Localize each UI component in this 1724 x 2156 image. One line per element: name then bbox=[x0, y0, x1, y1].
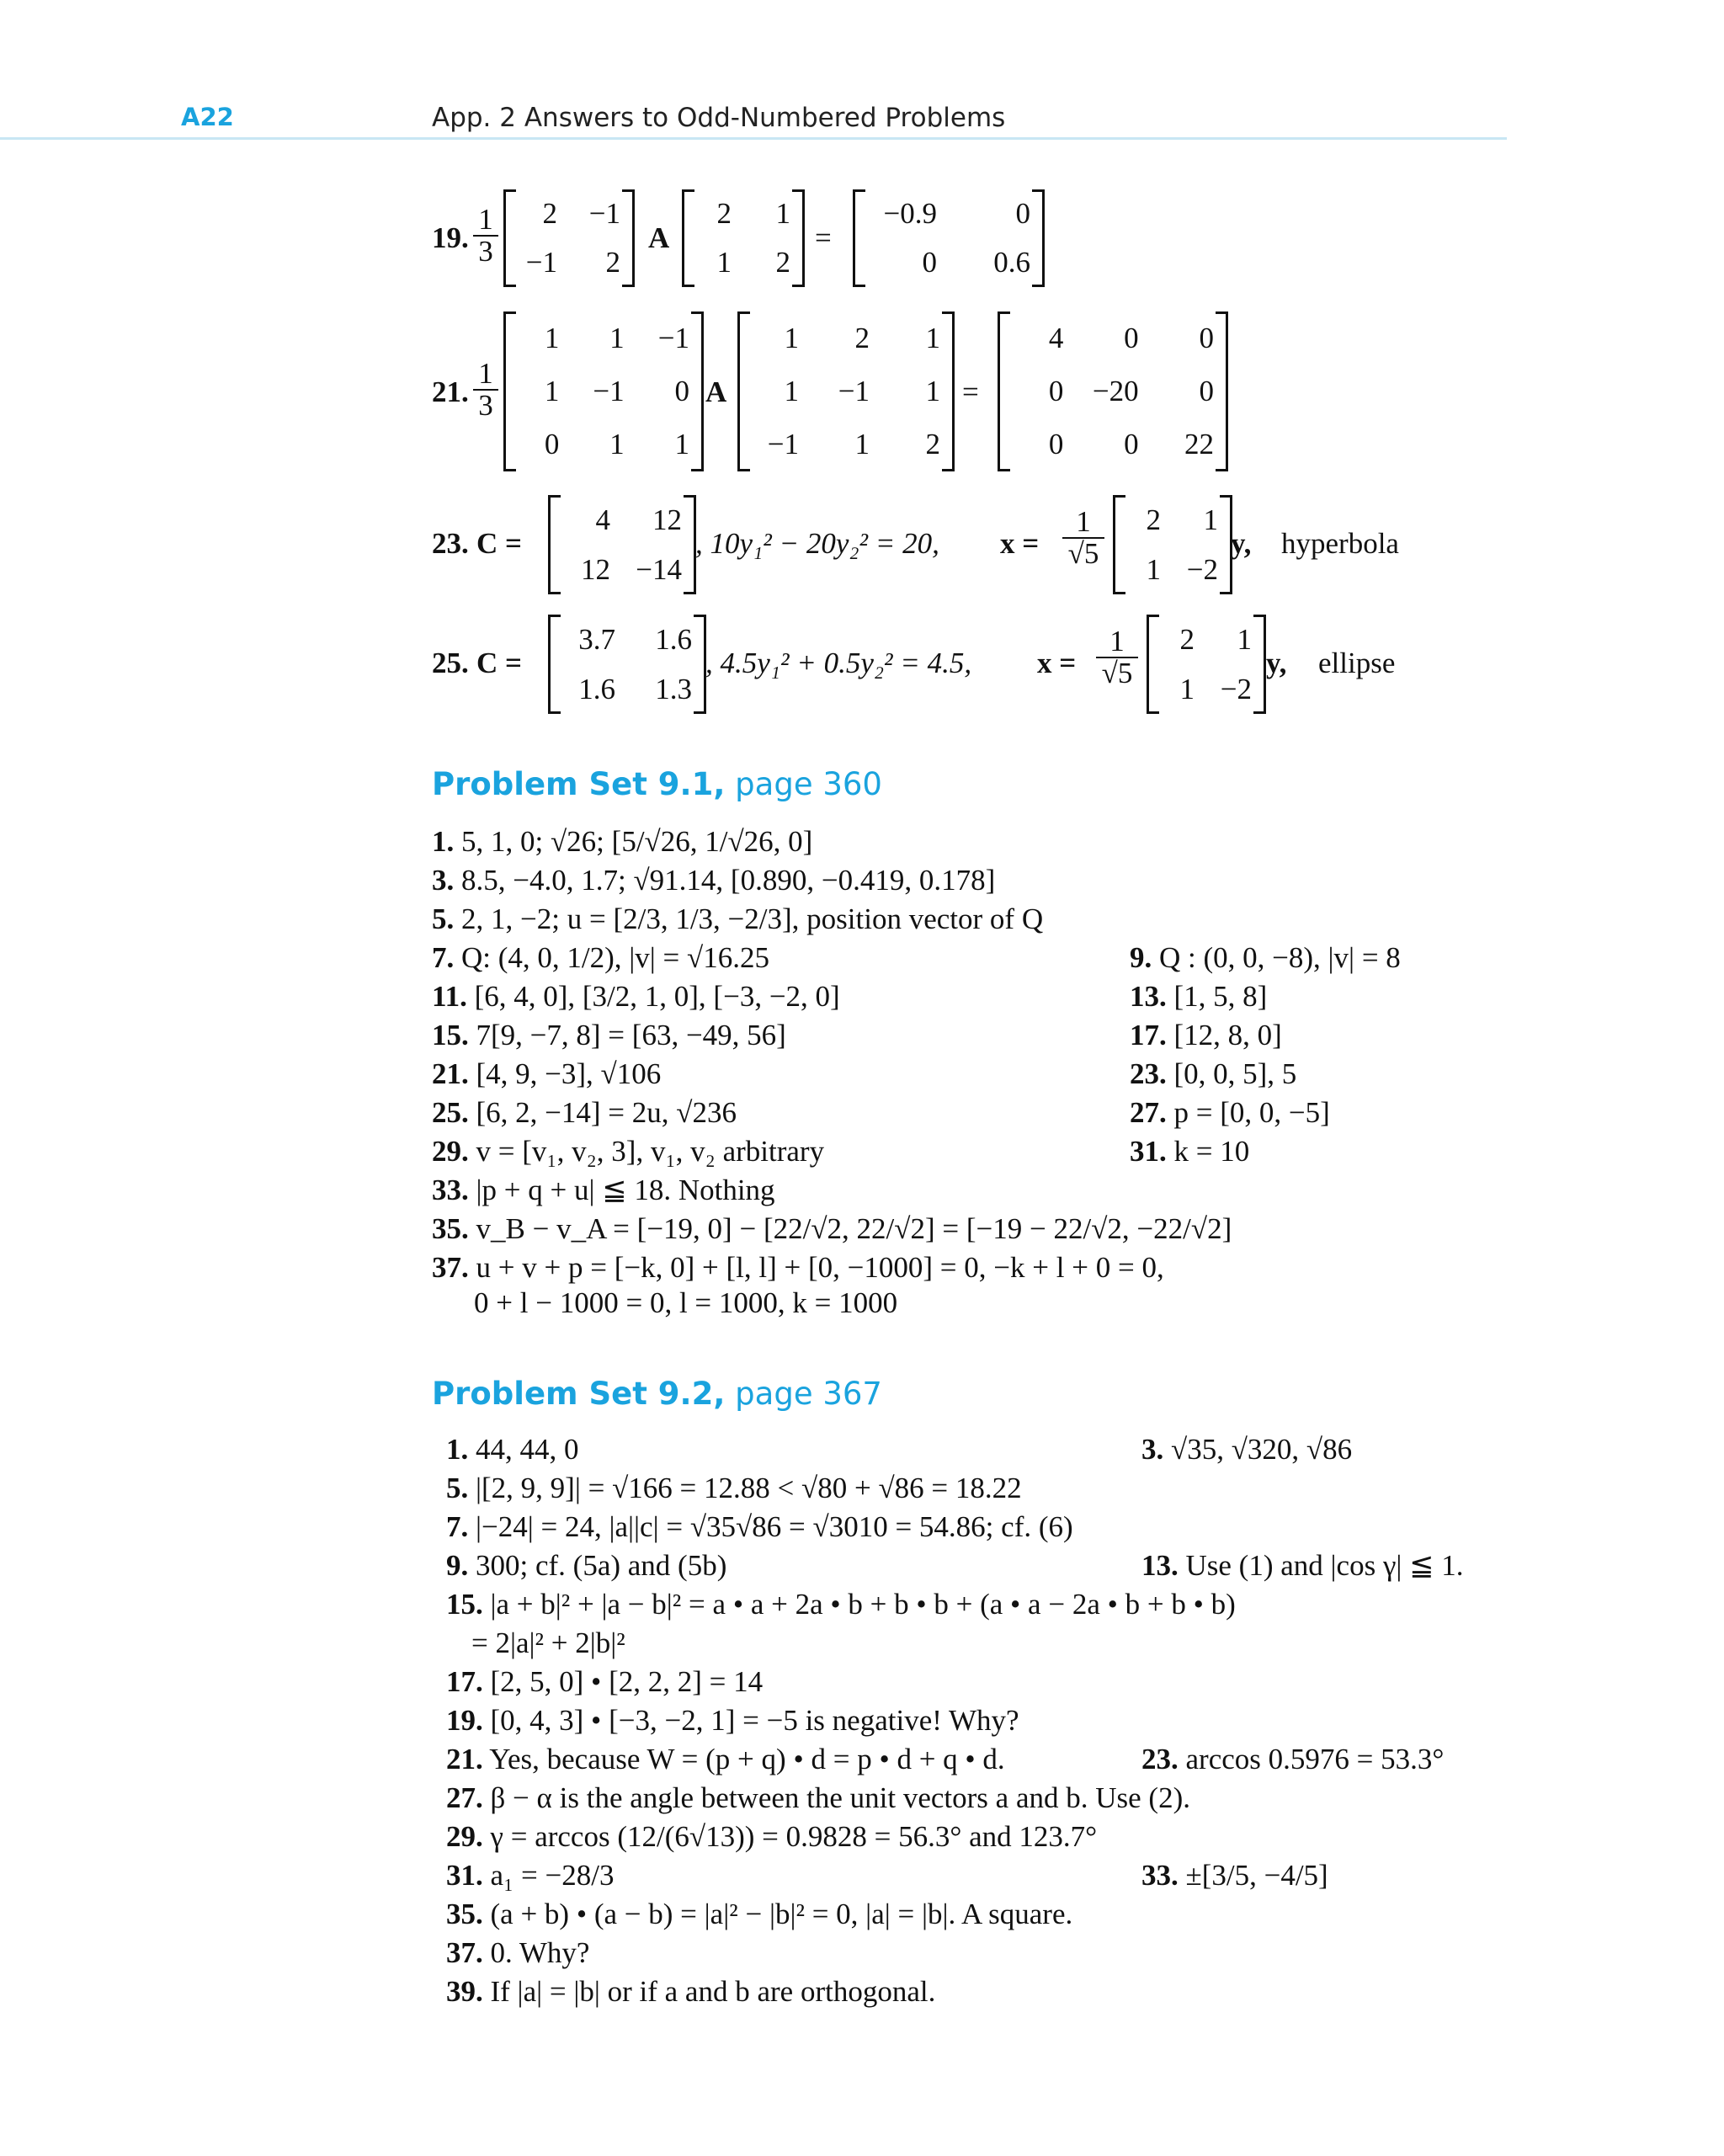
answer-number: 13. bbox=[1130, 980, 1167, 1013]
answer-number: 7. bbox=[446, 1510, 469, 1543]
answer-text: 44, 44, 0 bbox=[468, 1433, 579, 1466]
equals-sign: = bbox=[962, 375, 979, 408]
answer-text: 5, 1, 0; √26; [5/√26, 1/√26, 0] bbox=[454, 825, 813, 858]
answer-line bbox=[1141, 1741, 1444, 1778]
answer-label: 21. bbox=[432, 375, 469, 408]
answer-text: Q: (4, 0, 1/2), |v| = √16.25 bbox=[454, 941, 769, 974]
answer-text: [2, 5, 0] • [2, 2, 2] = 14 bbox=[482, 1665, 764, 1698]
quadratic-form: , 10y₁² − 20y₂² = 20, bbox=[695, 527, 939, 560]
answer-number: 27. bbox=[446, 1781, 483, 1814]
answer-number: 23. bbox=[1130, 1057, 1167, 1090]
answer-text: p = [0, 0, −5] bbox=[1166, 1096, 1330, 1129]
answer-line bbox=[1130, 1094, 1330, 1131]
coefficient-fraction: 1 √5 bbox=[1096, 626, 1138, 689]
answer-number: 9. bbox=[446, 1549, 469, 1582]
answer-number: 33. bbox=[432, 1174, 469, 1206]
matrix: 2 −1 −1 2 bbox=[503, 189, 635, 287]
matrix: 1 1 −1 1 −1 0 0 1 1 bbox=[503, 311, 704, 471]
equals-sign: = bbox=[815, 221, 832, 254]
answer-line bbox=[446, 1586, 1236, 1623]
answer-line bbox=[432, 1056, 661, 1093]
matrix: 2 1 1 −2 bbox=[1113, 495, 1232, 594]
answer-number: 27. bbox=[1130, 1096, 1167, 1129]
section-title-ps92: Problem Set 9.2, page 367 bbox=[432, 1376, 882, 1412]
answer-line bbox=[446, 1741, 1005, 1778]
answer-line bbox=[1130, 1133, 1249, 1170]
answer-number: 29. bbox=[432, 1135, 469, 1168]
answer-number: 3. bbox=[1141, 1433, 1164, 1466]
answer-line bbox=[446, 1973, 935, 2010]
answer-21 bbox=[0, 311, 1724, 471]
answer-number: 1. bbox=[446, 1433, 469, 1466]
matrix-symbol: A bbox=[648, 221, 670, 254]
answer-line bbox=[1141, 1547, 1464, 1584]
answer-text: [6, 4, 0], [3/2, 1, 0], [−3, −2, 0] bbox=[466, 980, 840, 1013]
running-head: App. 2 Answers to Odd-Numbered Problems bbox=[432, 103, 1006, 133]
answer-line bbox=[446, 1509, 1073, 1546]
answer-number: 5. bbox=[446, 1472, 469, 1504]
answer-line bbox=[1130, 1017, 1282, 1054]
answer-line bbox=[446, 1896, 1072, 1933]
answer-text: γ = arccos (12/(6√13)) = 0.9828 = 56.3° and 123.7° bbox=[482, 1820, 1098, 1853]
answer-text: a₁ = −28/3 bbox=[482, 1859, 615, 1892]
answer-number: 5. bbox=[432, 902, 455, 935]
answer-number: 19. bbox=[446, 1704, 483, 1737]
conic-type: hyperbola bbox=[1281, 527, 1399, 560]
answer-line bbox=[446, 1857, 614, 1894]
answer-line bbox=[432, 1133, 824, 1170]
answer-text: [0, 4, 3] • [−3, −2, 1] = −5 is negative! Why? bbox=[482, 1704, 1019, 1737]
answer-text: v_B − v_A = [−19, 0] − [22/√2, 22/√2] = [−19 − 22/√2, −22/√2] bbox=[468, 1212, 1232, 1245]
answer-number: 23. bbox=[1141, 1743, 1179, 1775]
answer-line bbox=[432, 1094, 737, 1131]
answer-number: 17. bbox=[446, 1665, 483, 1698]
answer-line bbox=[474, 1285, 897, 1322]
answer-number: 35. bbox=[446, 1898, 483, 1930]
answer-number: 13. bbox=[1141, 1549, 1179, 1582]
matrix: 1 2 1 1 −1 1 −1 1 2 bbox=[737, 311, 955, 471]
answer-text: u + v + p = [−k, 0] + [l, l] + [0, −1000] = 0, −k + l + 0 = 0, bbox=[468, 1251, 1164, 1284]
answer-text: 0 + l − 1000 = 0, l = 1000, k = 1000 bbox=[474, 1286, 898, 1319]
answer-number: 15. bbox=[432, 1019, 469, 1051]
answer-number: 31. bbox=[1130, 1135, 1167, 1168]
answer-text: 0. Why? bbox=[482, 1936, 590, 1969]
answer-line bbox=[446, 1664, 763, 1701]
answer-text: arccos 0.5976 = 53.3° bbox=[1178, 1743, 1445, 1775]
answer-line bbox=[432, 823, 812, 860]
answer-number: 35. bbox=[432, 1212, 469, 1245]
answer-number: 3. bbox=[432, 864, 455, 897]
quadratic-form: , 4.5y₁² + 0.5y₂² = 4.5, bbox=[705, 647, 972, 679]
transform-variable: x = bbox=[1000, 527, 1040, 560]
answer-text: 300; cf. (5a) and (5b) bbox=[468, 1549, 727, 1582]
answer-number: 33. bbox=[1141, 1859, 1179, 1892]
answer-text: |−24| = 24, |a||c| = √35√86 = √3010 = 54.86; cf. (6) bbox=[468, 1510, 1073, 1543]
answer-text: Q : (0, 0, −8), |v| = 8 bbox=[1152, 941, 1401, 974]
answer-line bbox=[1130, 978, 1267, 1015]
answer-text: [0, 0, 5], 5 bbox=[1166, 1057, 1297, 1090]
answer-number: 7. bbox=[432, 941, 455, 974]
matrix: 2 1 1 2 bbox=[682, 189, 805, 287]
answer-label: 23. bbox=[432, 527, 469, 560]
answer-line bbox=[432, 940, 769, 977]
answer-text: = 2|a|² + 2|b|² bbox=[471, 1626, 625, 1659]
answer-line bbox=[1130, 1056, 1296, 1093]
matrix: 4 12 12 −14 bbox=[548, 495, 696, 594]
answer-number: 37. bbox=[432, 1251, 469, 1284]
answer-line bbox=[1141, 1431, 1352, 1468]
conic-type: ellipse bbox=[1318, 647, 1396, 679]
answer-number: 17. bbox=[1130, 1019, 1167, 1051]
answer-text: [6, 2, −14] = 2u, √236 bbox=[468, 1096, 737, 1129]
matrix-variable: C = bbox=[476, 647, 522, 679]
coefficient-fraction: 1 3 bbox=[473, 359, 498, 421]
answer-text: k = 10 bbox=[1166, 1135, 1250, 1168]
answer-number: 21. bbox=[432, 1057, 469, 1090]
answer-text: v = [v₁, v₂, 3], v₁, v₂ arbitrary bbox=[468, 1135, 825, 1168]
matrix: 3.7 1.6 1.6 1.3 bbox=[548, 615, 706, 714]
coefficient-fraction: 1 √5 bbox=[1062, 507, 1104, 569]
answer-text: [1, 5, 8] bbox=[1166, 980, 1268, 1013]
answer-line bbox=[432, 1249, 1164, 1286]
matrix-symbol: A bbox=[705, 375, 727, 408]
answer-line bbox=[432, 978, 840, 1015]
answer-number: 9. bbox=[1130, 941, 1152, 974]
answer-text: |[2, 9, 9]| = √166 = 12.88 < √80 + √86 = 18.22 bbox=[468, 1472, 1022, 1504]
vector-variable: y, bbox=[1231, 527, 1252, 560]
answer-19 bbox=[0, 189, 1724, 290]
answer-line bbox=[446, 1470, 1022, 1507]
vector-variable: y, bbox=[1266, 647, 1287, 679]
answer-text: Use (1) and |cos γ| ≦ 1. bbox=[1178, 1549, 1464, 1582]
answer-text: Yes, because W = (p + q) • d = p • d + q • d. bbox=[482, 1743, 1005, 1775]
answer-text: √35, √320, √86 bbox=[1163, 1433, 1353, 1466]
answer-number: 21. bbox=[446, 1743, 483, 1775]
answer-label: 19. bbox=[432, 221, 469, 254]
answer-line bbox=[446, 1818, 1097, 1855]
matrix: 2 1 1 −2 bbox=[1147, 615, 1266, 714]
answer-line bbox=[1141, 1857, 1328, 1894]
answer-line bbox=[446, 1780, 1190, 1817]
answer-text: |a + b|² + |a − b|² = a • a + 2a • b + b • b + (a • a − 2a • b + b • b) bbox=[482, 1588, 1236, 1621]
answer-text: β − α is the angle between the unit vectors a and b. Use (2). bbox=[482, 1781, 1190, 1814]
answer-line bbox=[432, 862, 995, 899]
section-title-ps91: Problem Set 9.1, page 360 bbox=[432, 766, 882, 802]
answer-line bbox=[446, 1935, 589, 1972]
answer-text: |p + q + u| ≦ 18. Nothing bbox=[468, 1174, 775, 1206]
answer-number: 37. bbox=[446, 1936, 483, 1969]
answer-25 bbox=[0, 615, 1724, 716]
answer-line bbox=[432, 901, 1043, 938]
answer-text: [4, 9, −3], √106 bbox=[468, 1057, 662, 1090]
answer-line bbox=[471, 1625, 625, 1662]
answer-line bbox=[432, 1172, 775, 1209]
transform-variable: x = bbox=[1037, 647, 1077, 679]
answer-number: 31. bbox=[446, 1859, 483, 1892]
answer-text: 7[9, −7, 8] = [63, −49, 56] bbox=[468, 1019, 786, 1051]
matrix-variable: C = bbox=[476, 527, 522, 560]
answer-text: [12, 8, 0] bbox=[1166, 1019, 1282, 1051]
header-rule bbox=[0, 137, 1507, 140]
answer-text: ±[3/5, −4/5] bbox=[1178, 1859, 1328, 1892]
answer-text: (a + b) • (a − b) = |a|² − |b|² = 0, |a| = |b|. A square. bbox=[482, 1898, 1073, 1930]
answer-number: 11. bbox=[432, 980, 467, 1013]
answer-line bbox=[432, 1017, 786, 1054]
answer-text: 8.5, −4.0, 1.7; √91.14, [0.890, −0.419, 0.178] bbox=[454, 864, 996, 897]
coefficient-fraction: 1 3 bbox=[473, 205, 498, 267]
answer-number: 1. bbox=[432, 825, 455, 858]
answer-text: 2, 1, −2; u = [2/3, 1/3, −2/3], position vector of Q bbox=[454, 902, 1044, 935]
matrix: 4 0 0 0 −20 0 0 0 22 bbox=[998, 311, 1228, 471]
answer-number: 39. bbox=[446, 1975, 483, 2008]
answer-line bbox=[446, 1547, 726, 1584]
answer-number: 29. bbox=[446, 1820, 483, 1853]
answer-line bbox=[432, 1211, 1232, 1248]
answer-number: 15. bbox=[446, 1588, 483, 1621]
answer-label: 25. bbox=[432, 647, 469, 679]
answer-line bbox=[446, 1702, 1019, 1739]
answer-number: 25. bbox=[432, 1096, 469, 1129]
matrix: −0.9 0 0 0.6 bbox=[853, 189, 1045, 287]
answer-23 bbox=[0, 495, 1724, 596]
answer-line bbox=[1130, 940, 1401, 977]
answer-text: If |a| = |b| or if a and b are orthogonal. bbox=[482, 1975, 936, 2008]
answer-line bbox=[446, 1431, 579, 1468]
page-number: A22 bbox=[181, 103, 234, 131]
